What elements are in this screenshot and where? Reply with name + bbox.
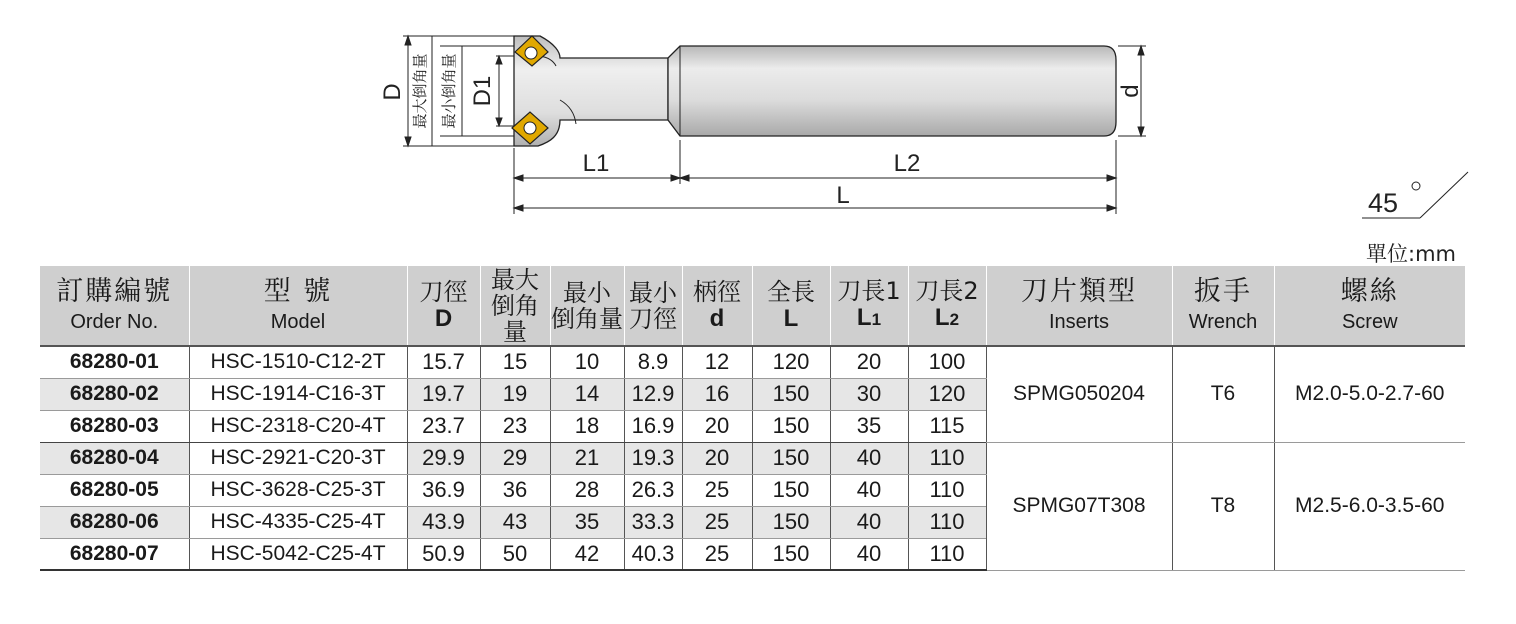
- min-diameter: 40.3: [624, 538, 682, 570]
- shank-diameter: 16: [682, 378, 752, 410]
- max-chamfer: 36: [480, 474, 550, 506]
- model: HSC-2921-C20-3T: [189, 442, 407, 474]
- length-2: 110: [908, 506, 986, 538]
- length-2: 120: [908, 378, 986, 410]
- header-inserts: 刀片類型 Inserts: [986, 266, 1172, 346]
- shank-diameter: 25: [682, 538, 752, 570]
- label-L: L: [836, 182, 850, 209]
- length-1: 40: [830, 442, 908, 474]
- min-chamfer: 18: [550, 410, 624, 442]
- header-max-chamfer: 最大 倒角量: [480, 266, 550, 346]
- header-model: 型 號 Model: [189, 266, 407, 346]
- model: HSC-2318-C20-4T: [189, 410, 407, 442]
- length-1: 30: [830, 378, 908, 410]
- table-row: [40, 442, 1465, 474]
- header-order-no: 訂購編號 Order No.: [40, 266, 189, 346]
- shank-diameter: 12: [682, 346, 752, 378]
- diameter: 29.9: [407, 442, 480, 474]
- order-no: 68280-02: [40, 378, 189, 410]
- diameter: 36.9: [407, 474, 480, 506]
- inserts-group-2: SPMG07T308: [986, 442, 1172, 570]
- shank: [668, 46, 1116, 136]
- order-no: 68280-07: [40, 538, 189, 570]
- diameter: 50.9: [407, 538, 480, 570]
- min-chamfer: 35: [550, 506, 624, 538]
- order-no: 68280-03: [40, 410, 189, 442]
- overall-length: 150: [752, 410, 830, 442]
- header-wrench: 扳手 Wrench: [1172, 266, 1274, 346]
- length-1: 35: [830, 410, 908, 442]
- model: HSC-1914-C16-3T: [189, 378, 407, 410]
- min-diameter: 16.9: [624, 410, 682, 442]
- diameter: 23.7: [407, 410, 480, 442]
- length-2: 115: [908, 410, 986, 442]
- label-min-chamfer: 最小倒角量: [440, 53, 458, 129]
- length-1: 40: [830, 474, 908, 506]
- overall-length: 150: [752, 378, 830, 410]
- header-overall-length: 全長 L: [752, 266, 830, 346]
- header-shank-diameter: 柄徑 d: [682, 266, 752, 346]
- model: HSC-3628-C25-3T: [189, 474, 407, 506]
- order-no: 68280-06: [40, 506, 189, 538]
- min-diameter: 19.3: [624, 442, 682, 474]
- min-chamfer: 28: [550, 474, 624, 506]
- screw-group-1: M2.0-5.0-2.7-60: [1274, 346, 1465, 442]
- header-min-chamfer: 最小 倒角量: [550, 266, 624, 346]
- overall-length: 150: [752, 538, 830, 570]
- unit-label: 單位:mm: [1366, 242, 1456, 266]
- min-chamfer: 21: [550, 442, 624, 474]
- header-length-1: 刀長1 L1: [830, 266, 908, 346]
- max-chamfer: 15: [480, 346, 550, 378]
- header-length-2: 刀長2 L2: [908, 266, 986, 346]
- model: HSC-5042-C25-4T: [189, 538, 407, 570]
- order-no: 68280-01: [40, 346, 189, 378]
- length-2: 110: [908, 442, 986, 474]
- shank-diameter: 25: [682, 474, 752, 506]
- length-1: 40: [830, 506, 908, 538]
- table-body: [40, 346, 1465, 570]
- length-1: 20: [830, 346, 908, 378]
- wrench-group-1: T6: [1172, 346, 1274, 442]
- order-no: 68280-04: [40, 442, 189, 474]
- table-header: [40, 266, 1465, 346]
- shank-diameter: 20: [682, 410, 752, 442]
- angle-value: 45: [1368, 188, 1399, 218]
- table-row: [40, 346, 1465, 378]
- min-chamfer: 42: [550, 538, 624, 570]
- overall-length: 150: [752, 442, 830, 474]
- min-diameter: 33.3: [624, 506, 682, 538]
- max-chamfer: 43: [480, 506, 550, 538]
- min-diameter: 12.9: [624, 378, 682, 410]
- length-2: 110: [908, 538, 986, 570]
- diameter: 19.7: [407, 378, 480, 410]
- shank-diameter: 20: [682, 442, 752, 474]
- length-2: 100: [908, 346, 986, 378]
- model: HSC-4335-C25-4T: [189, 506, 407, 538]
- header-screw: 螺絲 Screw: [1274, 266, 1465, 346]
- overall-length: 150: [752, 474, 830, 506]
- wrench-group-2: T8: [1172, 442, 1274, 570]
- max-chamfer: 19: [480, 378, 550, 410]
- order-no: 68280-05: [40, 474, 189, 506]
- max-chamfer: 50: [480, 538, 550, 570]
- label-L2: L2: [893, 150, 921, 177]
- length-2: 110: [908, 474, 986, 506]
- label-D1: D1: [469, 75, 496, 107]
- label-L1: L1: [582, 150, 610, 177]
- label-d: d: [1117, 84, 1144, 98]
- shank-diameter: 25: [682, 506, 752, 538]
- diameter: 15.7: [407, 346, 480, 378]
- model: HSC-1510-C12-2T: [189, 346, 407, 378]
- label-max-chamfer: 最大倒角量: [411, 53, 429, 129]
- max-chamfer: 23: [480, 410, 550, 442]
- inserts-group-1: SPMG050204: [986, 346, 1172, 442]
- min-diameter: 26.3: [624, 474, 682, 506]
- tool-body: [514, 36, 1116, 146]
- min-chamfer: 14: [550, 378, 624, 410]
- label-D: D: [379, 83, 406, 101]
- spec-table: [40, 266, 1465, 571]
- min-chamfer: 10: [550, 346, 624, 378]
- header-diameter: 刀徑 D: [407, 266, 480, 346]
- diameter: 43.9: [407, 506, 480, 538]
- overall-length: 120: [752, 346, 830, 378]
- overall-length: 150: [752, 506, 830, 538]
- max-chamfer: 29: [480, 442, 550, 474]
- tool-drawing: [0, 0, 1516, 250]
- length-1: 40: [830, 538, 908, 570]
- screw-group-2: M2.5-6.0-3.5-60: [1274, 442, 1465, 570]
- header-min-diameter: 最小 刀徑: [624, 266, 682, 346]
- min-diameter: 8.9: [624, 346, 682, 378]
